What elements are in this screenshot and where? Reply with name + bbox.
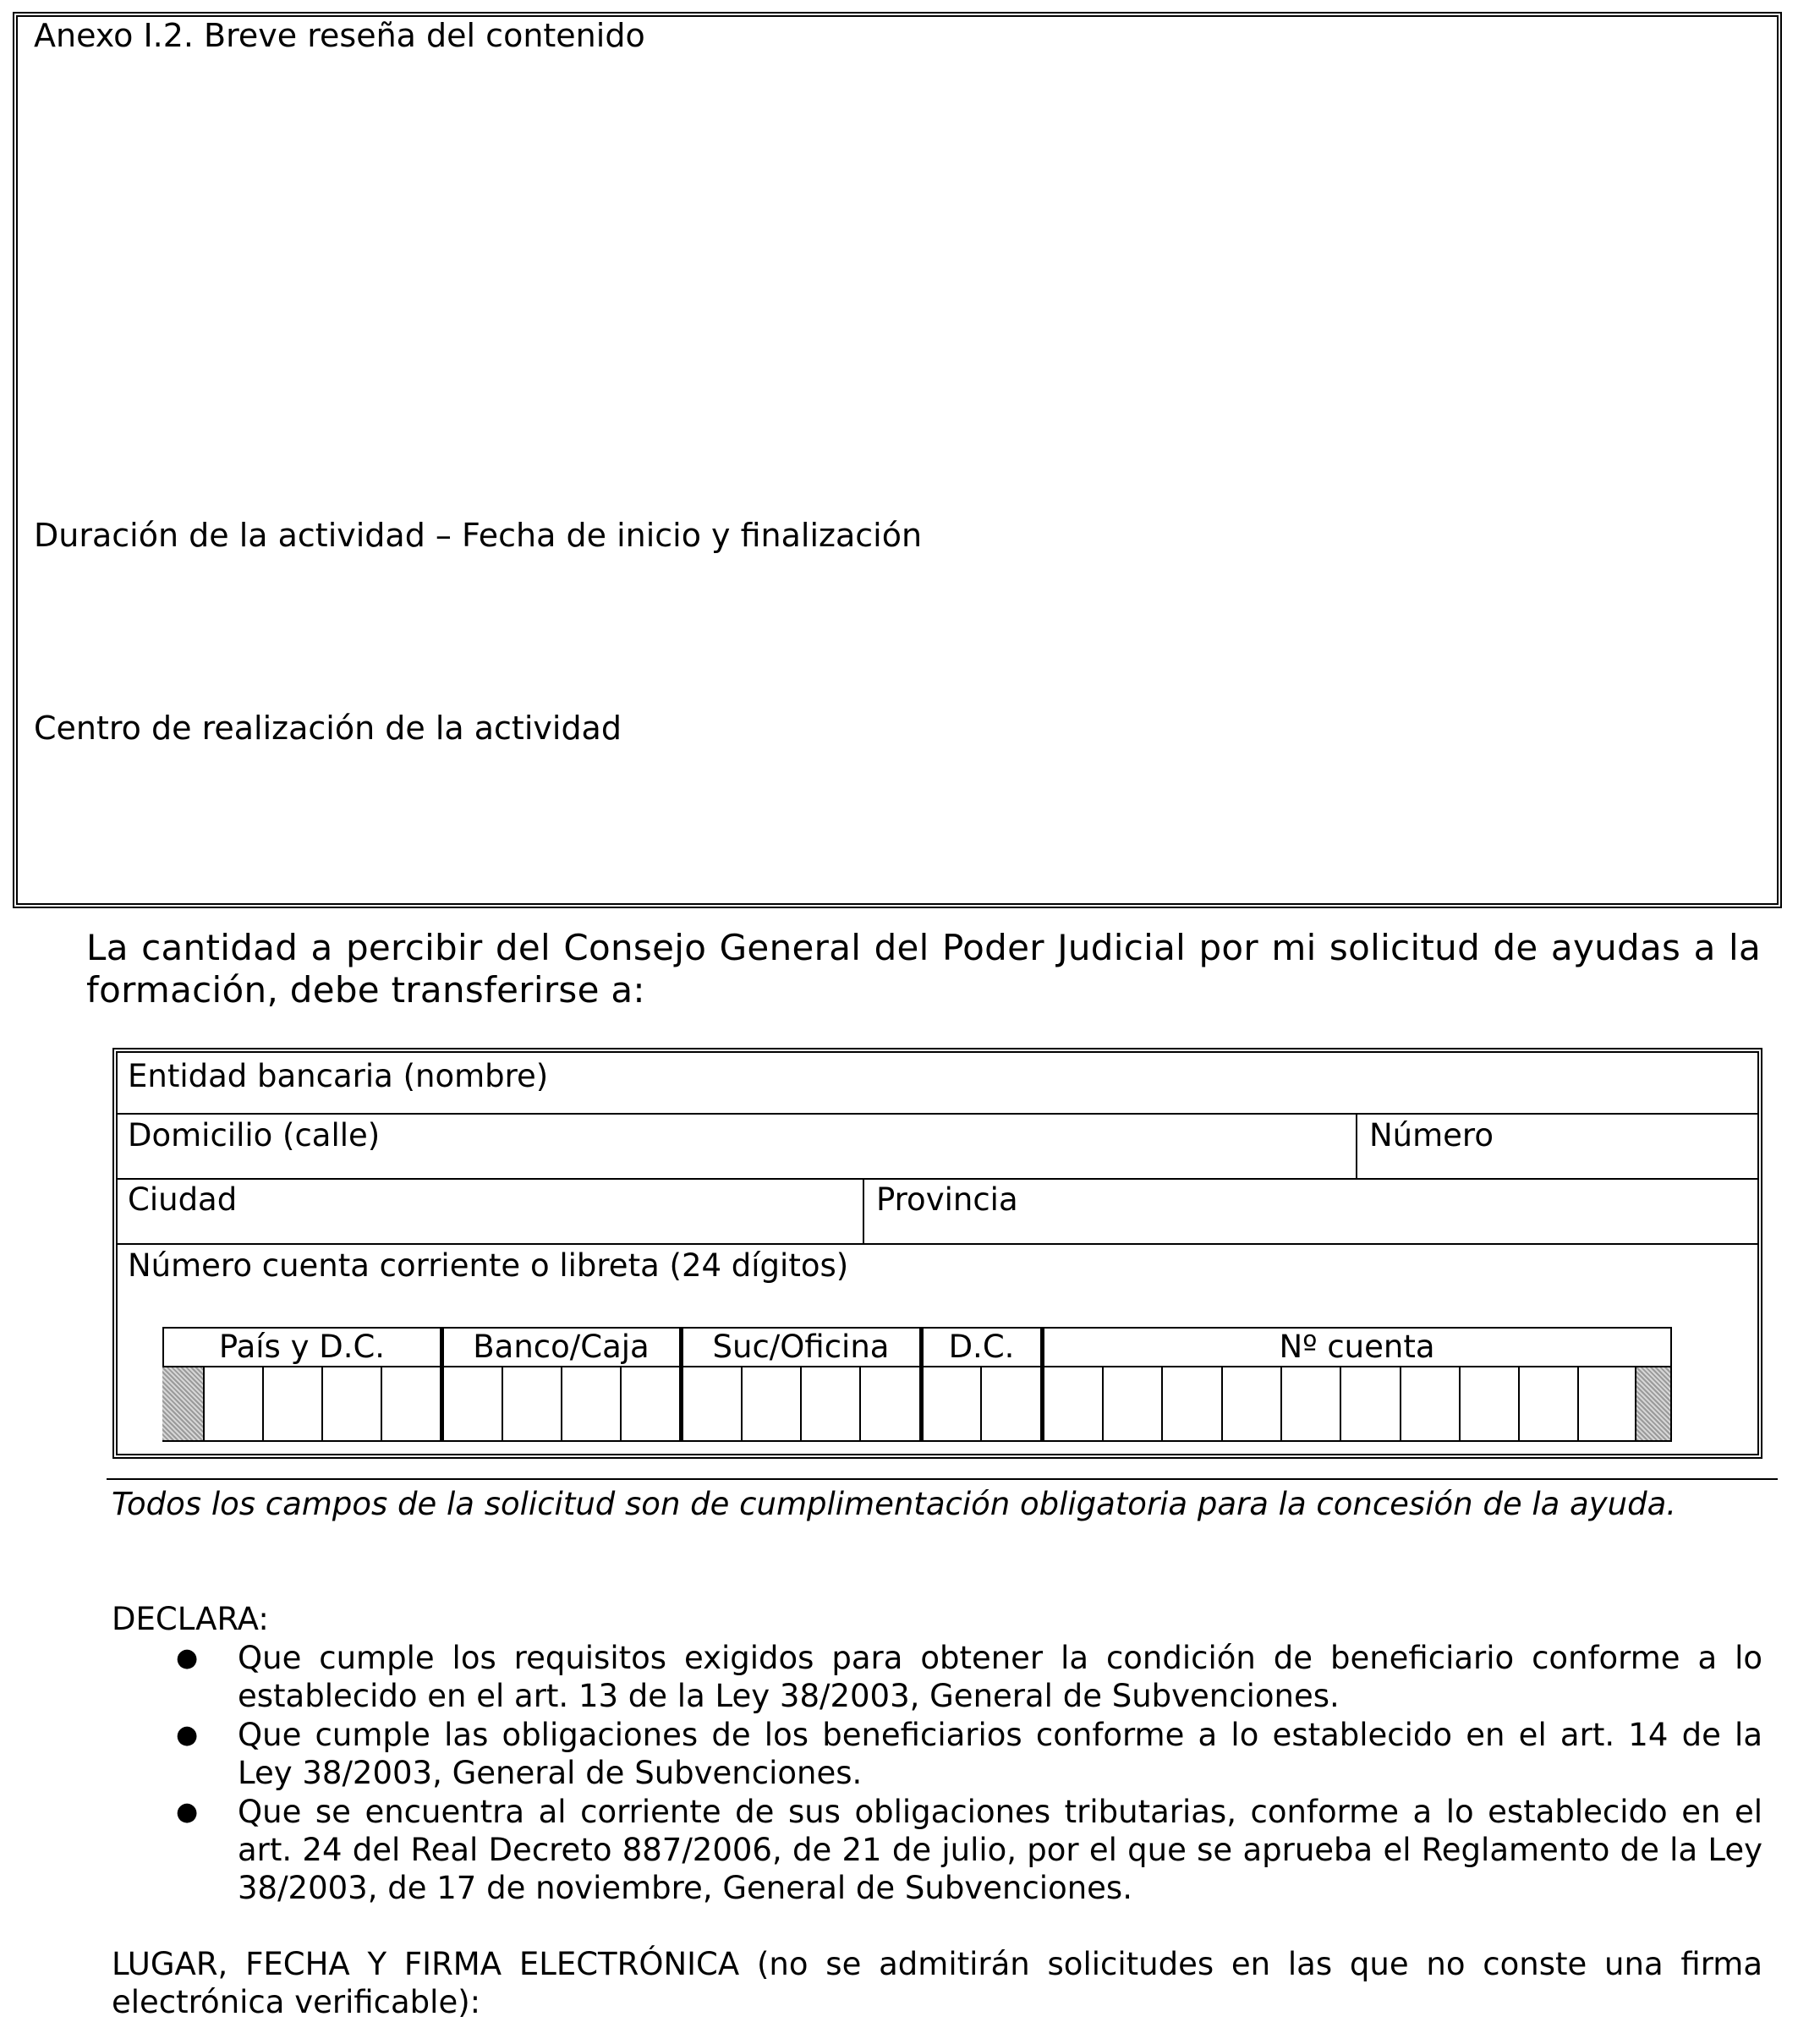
declara-item-1: Que cumple los requisitos exigidos para obtener la condición de beneficiario conforme a lo establecido en el art. 13 de la Ley 38/2003, General de Subvenciones. <box>238 1640 1762 1714</box>
digit-cell[interactable] <box>1461 1367 1520 1440</box>
separator-line <box>107 1478 1778 1480</box>
digit-cell[interactable] <box>562 1367 622 1440</box>
header-sucursal: Suc/Oficina <box>712 1329 890 1365</box>
col-divider <box>1356 1113 1357 1179</box>
account-grid <box>162 1327 1672 1442</box>
digit-cell[interactable] <box>1044 1367 1104 1440</box>
cuenta-label: Número cuenta corriente o libreta (24 dígitos) <box>128 1247 849 1284</box>
digit-cell[interactable] <box>264 1367 323 1440</box>
digit-cell[interactable] <box>683 1367 743 1440</box>
anexo-box <box>13 12 1782 908</box>
centro-label: Centro de realización de la actividad <box>34 710 622 747</box>
digit-cell[interactable] <box>444 1367 503 1440</box>
digit-cell[interactable] <box>1163 1367 1223 1440</box>
digit-cell[interactable] <box>1520 1367 1579 1440</box>
digit-cell[interactable] <box>503 1367 562 1440</box>
header-pais: País y D.C. <box>218 1329 386 1365</box>
numero-label: Número <box>1369 1117 1494 1154</box>
bullet-icon: ● <box>176 1720 199 1750</box>
digit-cell[interactable] <box>743 1367 802 1440</box>
digit-cell[interactable] <box>802 1367 861 1440</box>
ciudad-label: Ciudad <box>128 1181 238 1218</box>
digit-cell[interactable] <box>1579 1367 1636 1440</box>
row-divider <box>118 1178 1757 1180</box>
digit-cell[interactable] <box>861 1367 919 1440</box>
declara-item-2: Que cumple las obligaciones de los beneficiarios conforme a lo establecido en el art. 14 de la Ley 38/2003, General de Subvenciones. <box>238 1717 1762 1791</box>
digit-cell[interactable] <box>1401 1367 1461 1440</box>
lugar-fecha-firma: LUGAR, FECHA Y FIRMA ELECTRÓNICA (no se admitirán solicitudes en las que no conste una firma electrónica verificable): <box>112 1946 1762 2020</box>
digit-cell[interactable] <box>924 1367 982 1440</box>
declara-title: DECLARA: <box>112 1601 269 1637</box>
row-divider <box>118 1243 1757 1245</box>
entidad-label: Entidad bancaria (nombre) <box>128 1058 549 1094</box>
digit-cell[interactable] <box>382 1367 440 1440</box>
duracion-label: Duración de la actividad – Fecha de inicio y finalización <box>34 517 923 554</box>
header-banco: Banco/Caja <box>473 1329 650 1365</box>
transfer-intro: La cantidad a percibir del Consejo General del Poder Judicial por mi solicitud de ayudas a la formación, debe transferirse a: <box>86 927 1761 1011</box>
header-cuenta: Nº cuenta <box>1279 1329 1435 1365</box>
header-dc: D.C. <box>948 1329 1015 1365</box>
declara-item-3: Que se encuentra al corriente de sus obligaciones tributarias, conforme a lo establecido en el art. 24 del Real Decreto 887/2006, de 21 de julio, por el que se aprueba el Reglamento de la Ley 38/2003, de 17 de noviembre, General de Subvenciones. <box>238 1794 1762 1906</box>
digit-cell[interactable] <box>1341 1367 1401 1440</box>
digit-cell[interactable] <box>1282 1367 1341 1440</box>
domicilio-label: Domicilio (calle) <box>128 1117 381 1154</box>
row-divider <box>118 1113 1757 1115</box>
mandatory-note: Todos los campos de la solicitud son de cumplimentación obligatoria para la concesión de la ayuda. <box>112 1486 1676 1522</box>
digit-cell[interactable] <box>1104 1367 1163 1440</box>
shaded-cell <box>1636 1367 1670 1440</box>
digit-cell[interactable] <box>1223 1367 1282 1440</box>
digit-cell[interactable] <box>323 1367 382 1440</box>
anexo-title: Anexo I.2. Breve reseña del contenido <box>34 17 645 54</box>
shaded-cell <box>162 1367 205 1440</box>
col-divider <box>863 1178 864 1244</box>
bullet-icon: ● <box>176 1797 199 1827</box>
bullet-icon: ● <box>176 1643 199 1673</box>
digit-cell[interactable] <box>205 1367 264 1440</box>
provincia-label: Provincia <box>876 1181 1018 1218</box>
digit-cell[interactable] <box>622 1367 679 1440</box>
digit-cell[interactable] <box>982 1367 1040 1440</box>
